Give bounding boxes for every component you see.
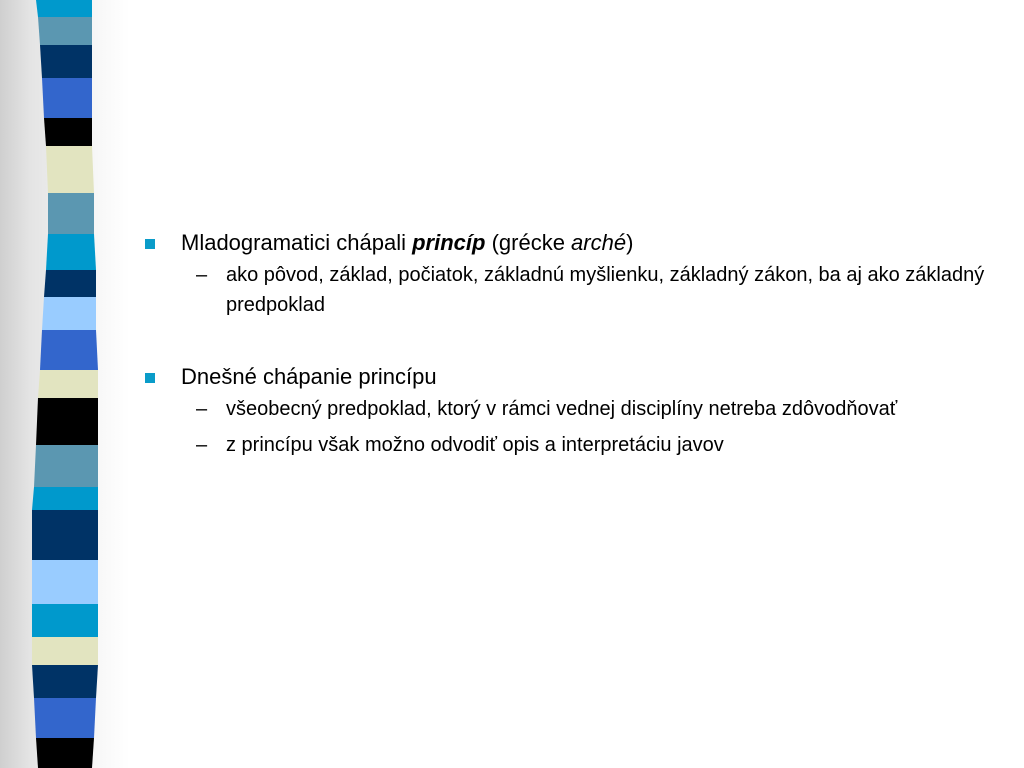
subitem-2-2 (140, 430, 990, 460)
stripe-block (36, 398, 98, 445)
subitem-2-1 (140, 394, 990, 424)
stripe-block (36, 0, 92, 17)
stripe-block (32, 487, 98, 510)
bullet-1-text-start: Mladogramatici chápali (181, 230, 413, 255)
subitem-2-2-text: z princípu však možno odvodiť opis a interpretáciu javov (226, 434, 724, 456)
stripe-blocks (32, 0, 98, 768)
slide-body (140, 226, 990, 460)
decorative-stripe-band (0, 0, 130, 768)
stripe-block (38, 370, 98, 398)
bullet-2-text: Dnešné chápanie princípu (181, 364, 437, 389)
stripe-block (32, 604, 98, 637)
stripe-block (44, 270, 96, 297)
stripe-block (44, 118, 92, 146)
bullet-item-2 (140, 360, 990, 394)
stripe-block (42, 297, 96, 330)
stripe-block (32, 637, 98, 665)
stripe-block (32, 510, 98, 560)
bullet-item-1 (140, 226, 990, 260)
stripe-block (34, 698, 96, 738)
square-bullet-icon (145, 373, 155, 383)
stripe-block (46, 234, 96, 270)
stripe-block (36, 738, 94, 768)
dash-bullet: – (196, 264, 208, 286)
stripe-block (40, 330, 98, 370)
subitem-1-1-text: ako pôvod, základ, počiatok, základnú myšlienku, základný zákon, ba aj ako základný predpoklad (226, 264, 985, 316)
stripe-block (34, 445, 98, 487)
stripe-block (38, 17, 92, 45)
stripe-block (42, 78, 92, 118)
subitem-1-1 (140, 260, 990, 320)
stripe-block (32, 560, 98, 604)
dash-bullet: – (196, 398, 208, 420)
stripe-block (46, 146, 94, 193)
stripe-block (32, 665, 98, 698)
subitem-2-1-text: všeobecný predpoklad, ktorý v rámci vednej disciplíny netreba zdôvodňovať (226, 398, 898, 420)
stripe-block (48, 193, 94, 234)
dash-bullet: – (196, 434, 208, 456)
bullet-1-text-end: ) (626, 230, 634, 255)
bullet-1-term-princip: princíp (412, 230, 486, 255)
square-bullet-icon (145, 239, 155, 249)
bullet-1-term-arche: arché (571, 230, 627, 255)
stripe-block (40, 45, 92, 78)
bullet-1-text-middle: (grécke (485, 230, 572, 255)
